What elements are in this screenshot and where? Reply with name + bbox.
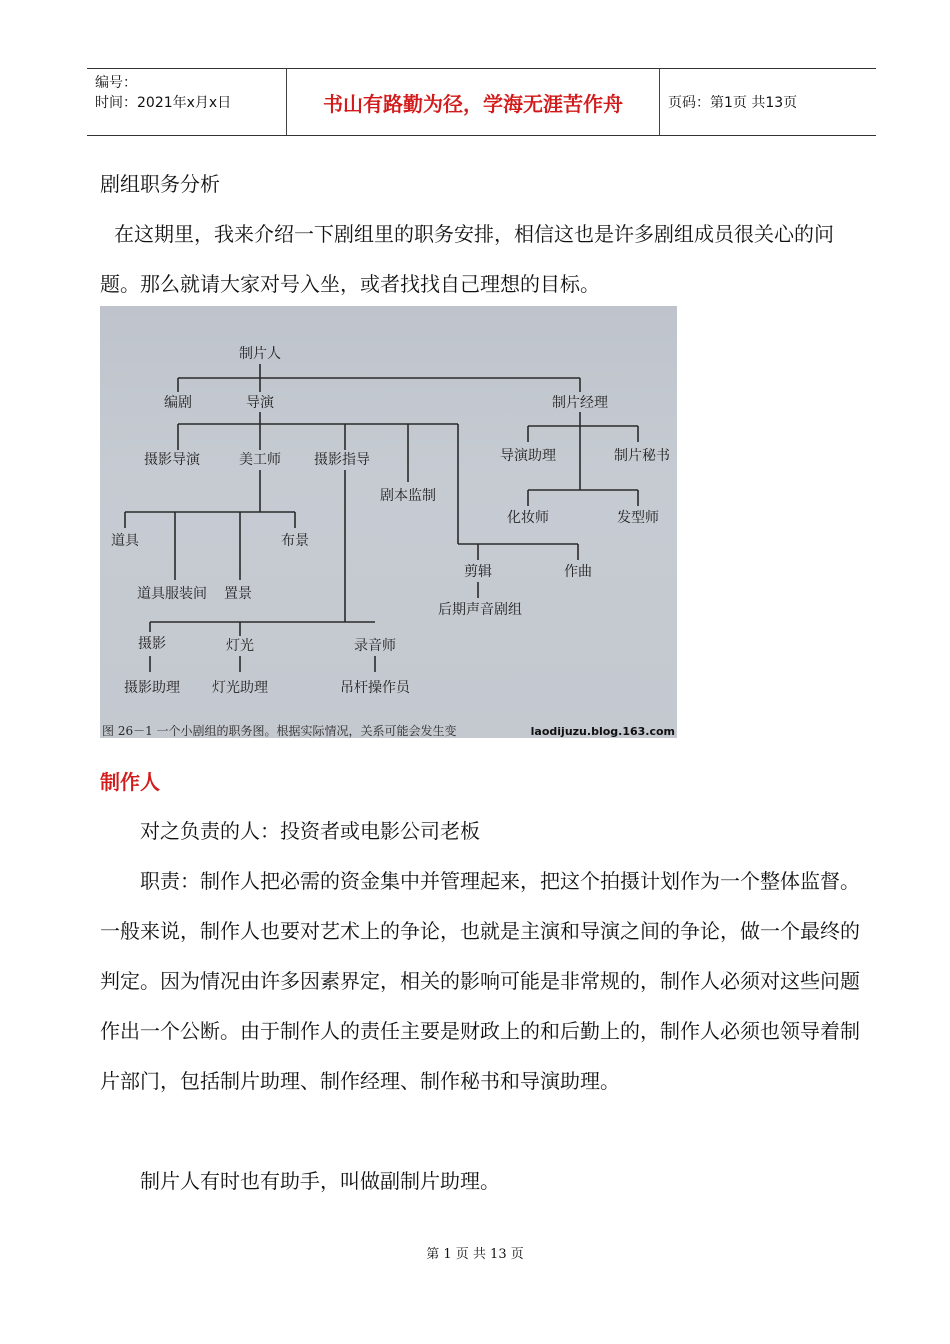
document-time-label: 时间：2021年x月x日 <box>95 95 232 111</box>
document-title: 剧组职务分析 <box>100 172 220 196</box>
paragraph-responsible-to: 对之负责的人：投资者或电影公司老板 <box>140 819 480 843</box>
header-motto: 书山有路勤为径，学海无涯苦作舟 <box>287 69 660 135</box>
node-set-design: 布景 <box>281 533 309 549</box>
node-set-dressing: 置景 <box>224 586 252 602</box>
node-composer: 作曲 <box>564 564 592 580</box>
org-chart-diagram <box>100 306 677 738</box>
document-number-label: 编号： <box>95 75 137 91</box>
page-footer: 第 1 页 共 13 页 <box>426 1247 524 1262</box>
node-camera-operator-lead: 摄影指导 <box>314 452 370 468</box>
org-chart-photo <box>100 306 677 738</box>
node-art-director: 美工师 <box>239 452 281 468</box>
node-photography: 摄影 <box>138 636 166 652</box>
node-makeup: 化妆师 <box>507 510 549 526</box>
node-camera-assistant: 摄影助理 <box>124 680 180 696</box>
node-props-wardrobe: 道具服装间 <box>137 586 207 602</box>
paragraph-assistant: 制片人有时也有助手，叫做副制片助理。 <box>140 1169 500 1193</box>
node-sound-recordist: 录音师 <box>354 638 396 654</box>
node-boom-operator: 吊杆操作员 <box>340 680 410 696</box>
node-production-manager: 制片经理 <box>552 395 608 411</box>
org-chart-watermark: laodijuzu.blog.163.com <box>530 725 675 738</box>
node-script-supervisor: 剧本监制 <box>380 488 436 504</box>
node-camera-director: 摄影导演 <box>144 452 200 468</box>
section-heading-producer: 制作人 <box>100 770 160 794</box>
node-post-sound: 后期声音剧组 <box>438 602 522 618</box>
intro-paragraph: 在这期里，我来介绍一下剧组里的职务安排，相信这也是许多剧组成员很关心的问题。那么就请大家对号入坐，或者找找自己理想的目标。 <box>100 222 834 296</box>
node-assistant-director: 导演助理 <box>500 448 556 464</box>
org-chart-caption: 图 26－1 一个小剧组的职务图。根据实际情况，关系可能会发生变 <box>102 724 457 738</box>
node-screenwriter: 编剧 <box>164 395 192 411</box>
header-table <box>87 68 876 136</box>
node-lighting: 灯光 <box>226 638 254 654</box>
node-props: 道具 <box>111 533 139 549</box>
node-lighting-assistant: 灯光助理 <box>212 680 268 696</box>
header-left-cell <box>87 69 287 135</box>
node-director: 导演 <box>246 395 274 411</box>
header-page-label: 页码：第1页 共13页 <box>668 95 798 111</box>
node-producer: 制片人 <box>239 346 281 362</box>
node-production-secretary: 制片秘书 <box>614 448 670 464</box>
node-hair: 发型师 <box>617 510 659 526</box>
node-editing: 剪辑 <box>464 564 492 580</box>
paragraph-duties: 职责：制作人把必需的资金集中并管理起来，把这个拍摄计划作为一个整体监督。一般来说，制作人也要对艺术上的争论，也就是主演和导演之间的争论，做一个最终的判定。因为情况由许多因素界定，相关的影响可能是非常规的，制作人必须对这些问题作出一个公断。由于制作人的责任主要是财政上的和后勤上的，制作人必须也领导着制片部门，包括制片助理、制作经理、制作秘书和导演助理。 <box>100 869 860 1093</box>
